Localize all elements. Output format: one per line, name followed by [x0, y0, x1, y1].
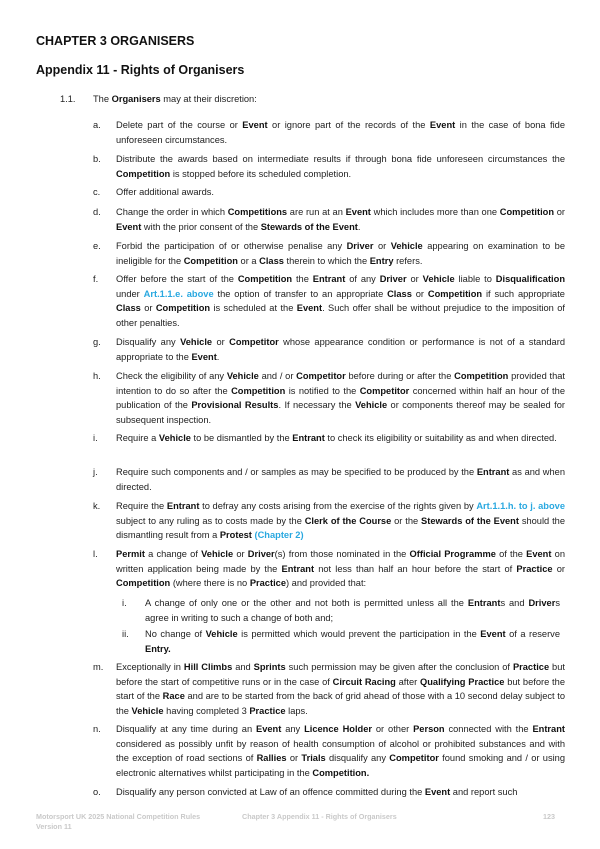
list-item-label: d. [93, 207, 101, 217]
sub-item-ii [122, 627, 560, 656]
list-item-f [93, 272, 565, 330]
list-item-label: m. [93, 662, 104, 672]
list-item-text: Disqualify any Vehicle or Competitor whose appearance condition or performance is not of a standard appropriate to the Event. [116, 337, 565, 362]
list-item-label: l. [93, 549, 98, 559]
list-item-text: Check the eligibility of any Vehicle and / or Competitor before during or after the Competition provided that intention to do so after the Competition is notified to the Competitor concerned within half an hour of the publication of the Provisional Results. If necessary the Vehicle or components thereof may be sealed for subsequent inspection. [116, 371, 565, 425]
list-item-text: Permit a change of Vehicle or Driver(s) from those nominated in the Official Programme of the Event on written application being made by the Entrant not less than half an hour before the start of Practice or Competition (where there is no Practice) and provided that: [116, 549, 565, 588]
sub-item-label: ii. [122, 629, 129, 639]
clause-number: 1.1. [60, 94, 76, 104]
list-item-label: k. [93, 501, 101, 511]
clause-intro: The Organisers may at their discretion: [93, 94, 257, 104]
appendix-title: Appendix 11 - Rights of Organisers [36, 63, 245, 77]
list-item-e [93, 239, 565, 268]
sub-item-text: A change of only one or the other and not both is permitted unless all the Entrants and Drivers agree in writing to such a change of both and; [145, 598, 560, 623]
article-reference-link[interactable]: Art.1.1.e. above [143, 288, 214, 299]
footer-publication [36, 812, 200, 832]
list-item-text: Disqualify at any time during an Event any Licence Holder or other Person connected with the Entrant considered as possibly unfit by reason of health consumption of alcohol or prohibited substances and with the exception of road sections of Rallies or Trials disqualify any Competitor found smoking and / or using electronic alternatives whilst participating in the Competition. [116, 724, 565, 778]
page-number: 123 [543, 812, 555, 821]
list-item-l [93, 547, 565, 591]
list-item-j [93, 465, 565, 494]
list-item-text: Require the Entrant to defray any costs arising from the exercise of the rights given by Art.1.1.h. to j. above subject to any ruling as to costs made by the Clerk of the Course or the Stewards of the Event should the dismantling result from a Protest (Chapter 2) [116, 501, 566, 540]
list-item-label: g. [93, 337, 101, 347]
list-item-text: Exceptionally in Hill Climbs and Sprints such permission may be given after the conclusion of Practice but before the start of competitive runs or in the case of Circuit Racing after Qualifying Practice but before the start of the Race and are to be started from the back of grid ahead of those with a 10 second delay subject to the Vehicle having completed 3 Practice laps. [116, 662, 566, 716]
list-item-text: Require such components and / or samples as may be specified to be produced by the Entrant as and when directed. [116, 467, 565, 492]
sub-item-label: i. [122, 598, 127, 608]
list-item-text: Offer additional awards. [116, 187, 215, 197]
sub-item-i [122, 596, 560, 625]
list-item-n [93, 722, 565, 780]
list-item-o [93, 785, 565, 800]
list-item-text: Distribute the awards based on intermediate results if through bona fide unforeseen circumstances the Competition is stopped before its scheduled completion. [116, 154, 565, 179]
article-reference-link[interactable]: Art.1.1.h. to j. above [476, 501, 566, 511]
list-item-label: a. [93, 120, 101, 130]
list-item-label: h. [93, 371, 101, 381]
list-item-b [93, 152, 565, 181]
sub-item-text: No change of Vehicle is permitted which would prevent the participation in the Event of a reserve Entry. [145, 629, 560, 654]
list-item-label: i. [93, 433, 98, 443]
list-item-text: Delete part of the course or Event or ignore part of the records of the Event in the case of bona fide unforeseen circumstances. [116, 120, 565, 145]
list-item-label: c. [93, 187, 101, 197]
list-item-i [93, 431, 565, 446]
footer-publication-title: Motorsport UK 2025 National Competition Rules [36, 812, 201, 821]
footer-section: Chapter 3 Appendix 11 - Rights of Organisers [242, 812, 397, 821]
chapter-title: CHAPTER 3 ORGANISERS [36, 34, 195, 48]
list-item-g [93, 335, 565, 364]
list-item-text: Forbid the participation of or otherwise penalise any Driver or Vehicle appearing on examination to be ineligible for the Competition or a Class therein to which the Entry refers. [116, 241, 566, 266]
list-item-k [93, 499, 565, 543]
list-item-a [93, 118, 565, 147]
list-item-label: b. [93, 154, 101, 164]
list-item-text: Require a Vehicle to be dismantled by the Entrant to check its eligibility or suitability as and when directed. [116, 433, 557, 443]
list-item-label: j. [93, 467, 98, 477]
list-item-text: Change the order in which Competitions are run at an Event which includes more than one Competition or Event with the prior consent of the Stewards of the Event. [116, 207, 565, 232]
list-item-text: Disqualify any person convicted at Law of an offence committed during the Event and report such [116, 787, 518, 797]
list-item-c [93, 185, 565, 200]
list-item-label: e. [93, 241, 101, 251]
list-item-label: o. [93, 787, 101, 797]
list-item-label: f. [93, 274, 99, 284]
chapter-reference-link[interactable]: (Chapter 2) [254, 530, 304, 540]
list-item-d [93, 205, 565, 234]
list-item-text: Offer before the start of the Competition the Entrant of any Driver or Vehicle liable to Disqualification under Art.1.1.e. above the option of transfer to an appropriate Class or Competition if such appropriate Class or Competition is scheduled at the Event. Such offer shall be without prejudice to the imposition of other penalties. [116, 274, 565, 328]
list-item-h [93, 369, 565, 427]
footer-version: Version 11 [36, 822, 72, 831]
list-item-m [93, 660, 565, 718]
list-item-label: n. [93, 724, 101, 734]
